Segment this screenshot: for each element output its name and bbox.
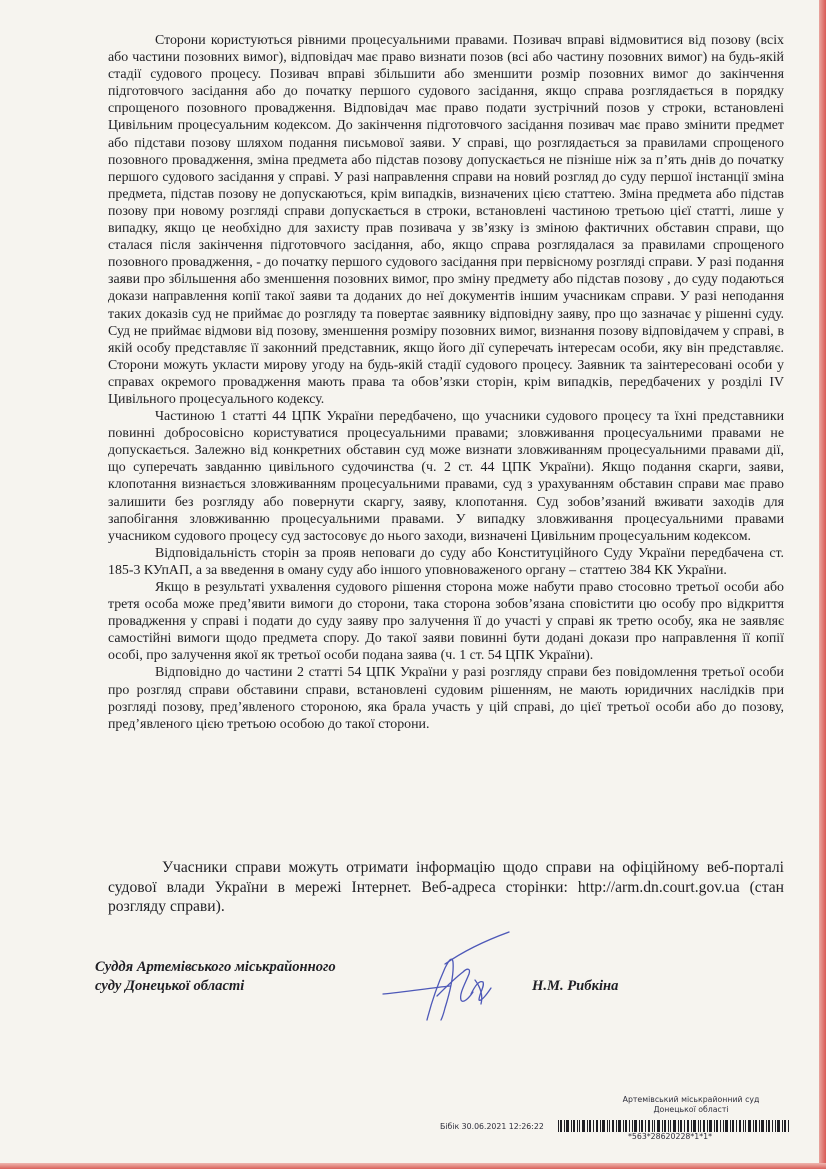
handwritten-signature-icon: [375, 928, 525, 1028]
stamp-barcode-code: *563*28620228*1*1*: [628, 1132, 712, 1141]
stamp-court-line-1: Артемівський міськрайонний суд: [622, 1095, 760, 1104]
paragraph-1: Сторони користуються рівними процесуальними правами. Позивач вправі відмовитися від позову (всіх або частини позовних вимог), відповідач має право визнати позов (всі або частину позовних вимог) на будь-якій стадії судового процесу. Позивач вправі збільшити або зменшити розмір позовних вимог до закінчення підготовчого засідання або до початку першого судового засідання, якщо справа розглядається в порядку спрощеного позовного провадження. Відповідач має право подати зустрічний позов у строки, встановлені Цивільним процесуальним кодексом. До закінчення підготовчого засідання позивач має право змінити предмет або підстави позову шляхом подання письмової заяви. У справі, що розглядається за правилами спрощеного позовного провадження, зміна предмета або підстав позову допускається не пізніше ніж за п’ять днів до початку першого судового засідання у справі. У разі направлення справи на новий розгляд до суду першої інстанції зміна предмета, підстав позову не допускаються, крім випадків, визначених цією статтею. Зміна предмета або підстав позову при новому розгляді справи допускається в строки, встановлені частиною третьою цієї статті, лише у випадку, якщо це необхідно для захисту прав позивача у зв’язку із зміною фактичних обставин справи, що сталася після закінчення підготовчого засідання, або, якщо справа розглядалася за правилами спрощеного позовного провадження, - до початку першого судового засідання при первісному розгляді справи. У разі подання заяви про збільшення або зменшення позовних вимог, про зміну предмету або підстав позову , до суду подаються докази направлення копії такої заяви та доданих до неї документів іншим учасникам справи. У разі неподання таких доказів суд не приймає до розгляду та повертає заявнику відповідну заяву, про що зазначає у рішенні суду. Суд не приймає відмови від позову, зменшення розміру позовних вимог, визнання позову відповідачем у справі, в якій особу представляє її законний представник, якщо його дії суперечать інтересам особи, яку він представляє. Сторони можуть укласти мирову угоду на будь-якій стадії судового процесу. Заявник та заінтересовані особи у справах окремого провадження мають права та обов’язки сторін, крім випадків, передбачених у розділі IV Цивільного процесуального кодексу.: [108, 33, 784, 407]
registration-stamp: [428, 1094, 794, 1154]
scan-edge-right: [819, 0, 826, 1169]
paragraph-3: Відповідальність сторін за прояв неповаги до суду або Конституційного Суду України передбачена ст. 185-3 КУпАП, а за введення в оману суду або іншого уповноваженого органу – статтею 384 КК України.: [108, 545, 784, 578]
judge-position-line-1: Суддя Артемівського міськрайонного: [95, 959, 336, 975]
scan-edge-bottom: [0, 1163, 826, 1169]
stamp-court-line-2: Донецької області: [653, 1105, 729, 1114]
document-body: [108, 32, 784, 733]
judge-position-line-2: суду Донецької області: [95, 978, 245, 994]
judge-position: [95, 958, 336, 996]
court-portal-note: Учасники справи можуть отримати інформацію щодо справи на офіційному веб-порталі судової влади України в мережі Інтернет. Веб-адреса сторінки: http://arm.dn.court.gov.ua (стан розгляду справи).: [108, 859, 784, 915]
barcode-icon: [558, 1120, 790, 1132]
stamp-court-name: [606, 1095, 776, 1115]
judge-name: Н.М. Рибкіна: [532, 978, 619, 994]
paragraph-4: Якщо в результаті ухвалення судового рішення сторона може набути право стосовно третьої особи або третя особа може пред’явити вимоги до сторони, така сторона зобов’язана сповістити цю особу про відкриття провадження у справі і подати до суду заяву про залучення її до участі у справі як третю особу, яка не заявляє самостійні вимоги щодо предмета спору. До такої заяви повинні бути додані докази про направлення її копії особі, про залучення якої як третьої особи подана заява (ч. 1 ст. 54 ЦПК України).: [108, 580, 784, 664]
stamp-date: Бібік 30.06.2021 12:26:22: [440, 1122, 544, 1131]
paragraph-2: Частиною 1 статті 44 ЦПК України передбачено, що учасники судового процесу та їхні представники повинні добросовісно користуватися процесуальними правами; зловживання процесуальними правами не допускається. Залежно від конкретних обставин суд може визнати зловживанням процесуальними правами дії, що суперечать завданню цивільного судочинства (ч. 2 ст. 44 ЦПК України). Якщо подання скарги, заяви, клопотання визнається зловживанням процесуальними правами, суд з урахуванням обставин справи має право залишити без розгляду або повернути скаргу, заяву, клопотання. Суд зобов’язаний вживати заходів для запобігання зловживанню процесуальними правами. У випадку зловживання процесуальними правами учасником судового процесу суд застосовує до нього заходи, визначені Цивільним процесуальним кодексом.: [108, 409, 784, 544]
paragraph-5: Відповідно до частини 2 статті 54 ЦПК України у разі розгляду справи без повідомлення третьої особи про розгляд справи обставини справи, встановлені судовим рішенням, не мають юридичних наслідків при розгляді позову, пред’явленого стороною, яка брала участь у цій справі, до цієї третьої особи або до позову, пред’явленого цією третьою особою до такої сторони.: [108, 665, 784, 732]
